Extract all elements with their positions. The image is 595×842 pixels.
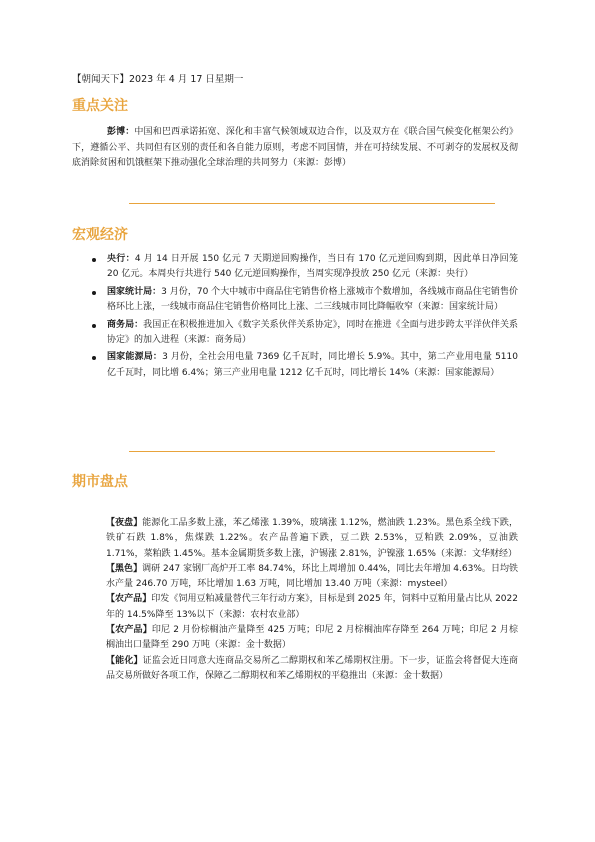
futures-list: [106, 516, 518, 684]
futures-item: 【夜盘】能源化工品多数上涨，苯乙烯涨 1.39%，玻璃涨 1.12%，燃油跌 1.23%。黑色系全线下跌，铁矿石跌 1.8%，焦煤跌 1.22%。农产品普遍下跌，豆二跌 2.53%，豆粕跌 2.09%，豆油跌 1.71%，菜粕跌 1.45%。基本金属期货多数上涨，沪锡涨 2.81%，沪镍涨 1.65%（来源：文华财经）: [106, 518, 518, 559]
report-header: [72, 73, 243, 86]
futures-item: 【农产品】印发《饲用豆粕减量替代三年行动方案》，目标是到 2025 年，饲料中豆粕用量占比从 2022 年的 14.5%降至 13%以下（来源：农村农业部）: [106, 594, 518, 620]
macro-item: 国家统计局：3 月份，70 个大中城市中商品住宅销售价格上涨城市个数增加，各线城市商品住宅销售价格环比上涨，一线城市商品住宅销售价格同比上涨、二三线城市同比降幅收窄（来源：国家统计局）: [92, 285, 518, 316]
bullet-dot-icon: [92, 356, 96, 360]
futures-item: 【黑色】调研 247 家钢厂高炉开工率 84.74%，环比上周增加 0.44%，同比去年增加 4.63%。日均铁水产量 246.70 万吨，环比增加 1.63 万吨，同比增加 13.40 万吨（来源：mysteel）: [106, 563, 518, 590]
bullet-dot-icon: [92, 324, 96, 328]
section-title-focus: 重点关注: [72, 98, 128, 114]
focus-item-label: 彭博: [107, 127, 126, 137]
macro-item: 央行：4 月 14 日开展 150 亿元 7 天期逆回购操作，当日有 170 亿元逆回购到期，因此单日净回笼 20 亿元。本周央行共进行 540 亿元逆回购操作，当周实现净投放 250 亿元（来源：央行）: [92, 252, 518, 283]
macro-item: 国家能源局：3 月份，全社会用电量 7369 亿千瓦时，同比增长 5.9%。其中，第二产业用电量 5110 亿千瓦时，同比增 6.4%；第三产业用电量 1212 亿千瓦时，同比增长 14%（来源：国家能源局）: [92, 350, 518, 381]
section-title-futures: 期市盘点: [72, 474, 128, 490]
focus-item: 彭博：中国和巴西承诺拓宽、深化和丰富气候领域双边合作，以及双方在《联合国气候变化框架公约》下，遵循公平、共同但有区别的责任和各自能力原则，考虑不同国情，并在可持续发展、不可剥夺的发展权及彻底消除贫困和饥饿框架下推动强化全球治理的共同努力（来源：彭博）: [72, 127, 518, 169]
bullet-dot-icon: [92, 258, 96, 262]
section-divider-2: [129, 451, 495, 452]
section-divider-1: [129, 203, 495, 204]
header-date: 2023 年 4 月 17 日星期一: [129, 74, 244, 85]
section-title-macro: 宏观经济: [72, 227, 128, 243]
futures-item: 【能化】证监会近日同意大连商品交易所乙二醇期权和苯乙烯期权注册。下一步，证监会将督促大连商品交易所做好各项工作，保障乙二醇期权和苯乙烯期权的平稳推出（来源：金十数据）: [106, 655, 518, 681]
header-tag: 【朝闻天下】: [72, 74, 130, 85]
focus-item-text: 中国和巴西承诺拓宽、深化和丰富气候领域双边合作，以及双方在《联合国气候变化框架公约》下，遵循公平、共同但有区别的责任和各自能力原则，考虑不同国情，并在可持续发展、不可剥夺的发展权及彻底消除贫困和饥饿框架下推动强化全球治理的共同努力（来源：彭博）: [72, 127, 518, 169]
bullet-dot-icon: [92, 291, 96, 295]
macro-item: 商务局：我国正在积极推进加入《数字关系伙伴关系协定》，同时在推进《全面与进步跨太平洋伙伴关系协定》的加入进程（来源：商务局）: [92, 318, 518, 349]
futures-item: 【农产品】印尼 2 月份棕榈油产量降至 425 万吨；印尼 2 月棕榈油库存降至 264 万吨；印尼 2 月棕榈油出口量降至 290 万吨（来源：金十数据）: [106, 625, 518, 651]
macro-list: [92, 252, 518, 383]
